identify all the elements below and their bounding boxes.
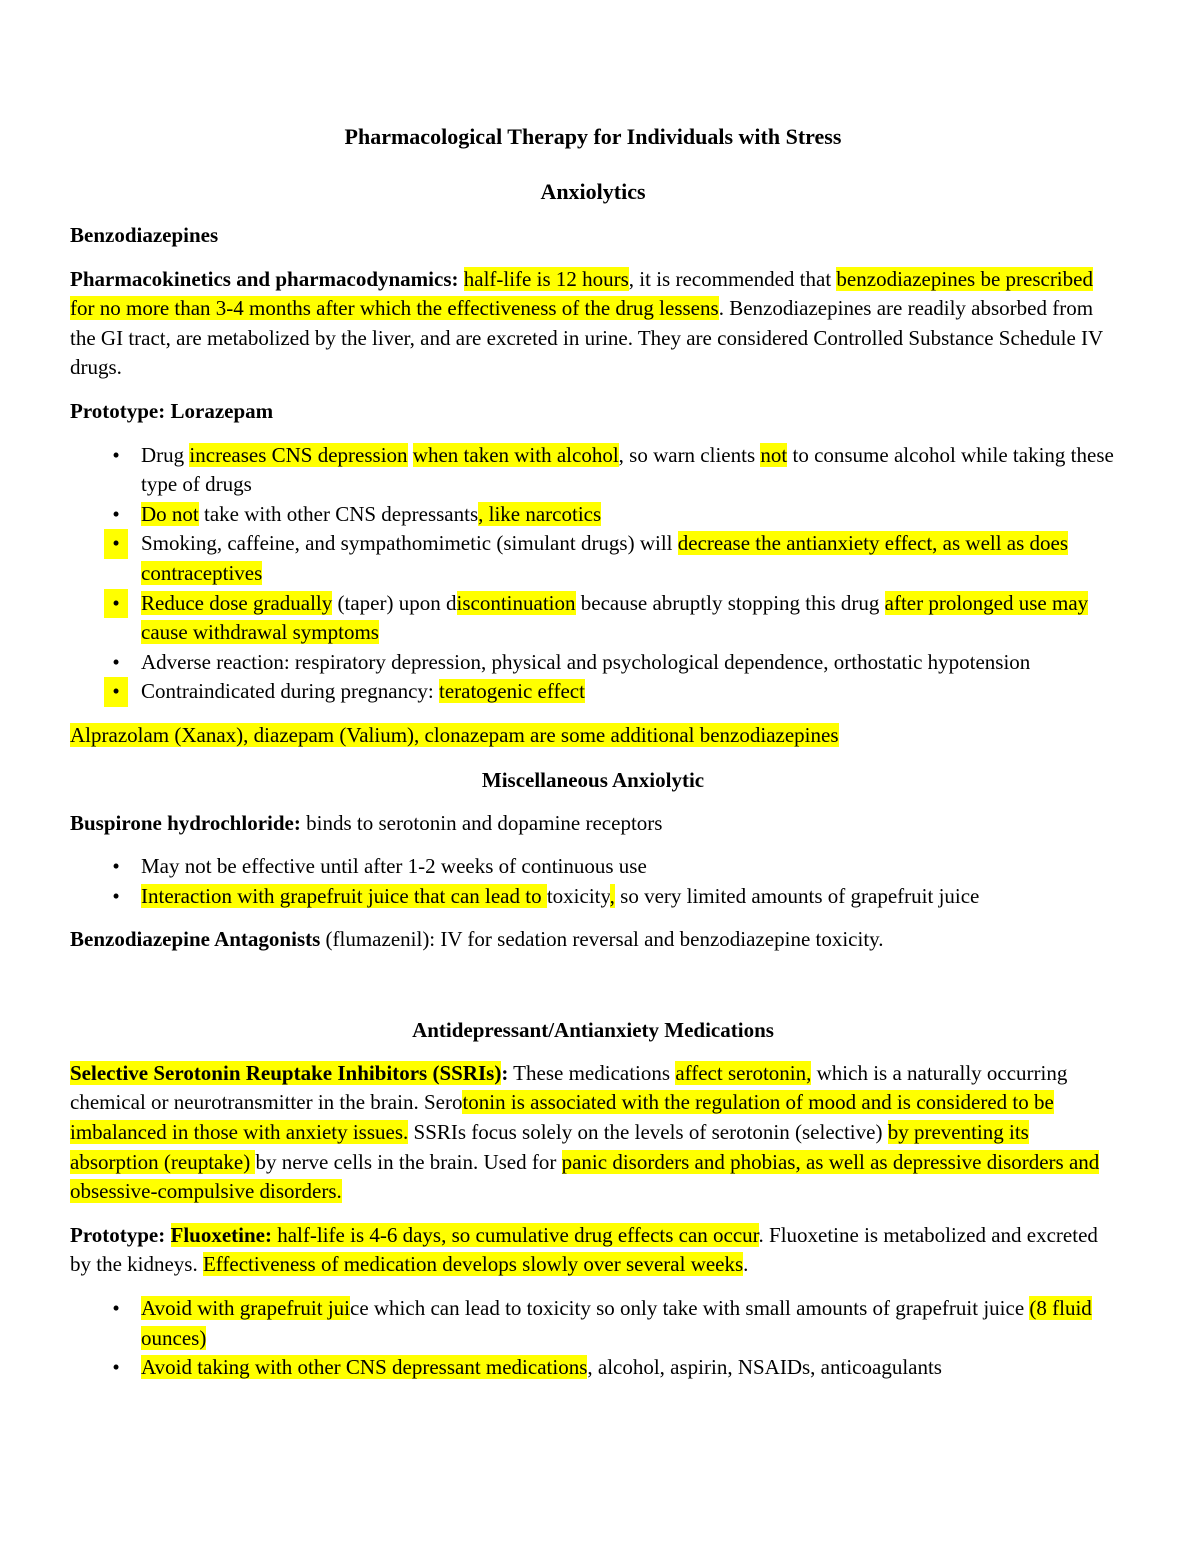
list-item-text: Smoking, caffeine, and sympathomimetic (simulant drugs) will: [141, 531, 678, 556]
buspirone-label: Buspirone hydrochloride:: [70, 810, 301, 835]
ssri-paragraph: [70, 1059, 1116, 1207]
list-item: [70, 500, 1116, 530]
list-item: [70, 677, 1116, 707]
prototype-lorazepam: Prototype: Lorazepam: [70, 398, 274, 423]
list-item: [70, 882, 1116, 912]
list-item-highlight: Avoid taking with other CNS depressant medications: [141, 1355, 588, 1380]
list-item-highlight: Do not: [141, 501, 199, 526]
pk-text-rest: . Benzodiazepines are readily absorbed from the GI tract, are metabolized by the liver, and are excreted in urine. They are considered Controlled Substance Schedule IV drugs.: [70, 296, 1103, 380]
bullet-icon: •: [112, 442, 120, 467]
ssri-text: by nerve cells in the brain. Used for: [255, 1149, 562, 1174]
fluoxetine-text: . Fluoxetine is metabolized and excreted by the kidneys.: [70, 1222, 1098, 1277]
list-item-highlight: decrease the antianxiety effect, as well as does contraceptives: [141, 531, 1069, 585]
ssri-label: Selective Serotonin Reuptake Inhibitors (SSRIs): [70, 1060, 502, 1085]
buspirone-bullet-list: [70, 852, 1116, 911]
bullet-icon: •: [104, 529, 128, 559]
bullet-icon: •: [112, 854, 120, 879]
pk-text: , it is recommended that: [628, 266, 837, 291]
list-item: [70, 1294, 1116, 1353]
lorazepam-bullet-list: [70, 441, 1116, 707]
fluoxetine-highlight: half-life is 4-6 days, so cumulative drug effects can occur: [271, 1222, 759, 1247]
ssri-text: which is a naturally occurring chemical or neurotransmitter in the brain. Sero: [70, 1060, 1068, 1115]
list-item-highlight: iscontinuation: [456, 590, 576, 615]
additional-benzodiazepines: [70, 721, 1116, 751]
document-title: Pharmacological Therapy for Individuals with Stress: [344, 124, 842, 149]
antagonists-paragraph: [70, 925, 1116, 955]
ssri-highlight: panic disorders and phobias, as well as depressive disorders and obsessive-compulsive disorders.: [70, 1149, 1100, 1204]
section-title-anxiolytics: Anxiolytics: [540, 179, 646, 204]
section-title-antidepressant: Antidepressant/Antianxiety Medications: [412, 1017, 774, 1042]
list-item: [70, 529, 1116, 588]
antagonists-text: (flumazenil): IV for sedation reversal and benzodiazepine toxicity.: [320, 927, 884, 952]
fluoxetine-bullet-list: [70, 1294, 1116, 1383]
bullet-icon: •: [112, 501, 120, 526]
list-item-text: to consume alcohol while taking these type of drugs: [141, 442, 1114, 497]
pk-paragraph: [70, 265, 1116, 383]
list-item-text: , alcohol, aspirin, NSAIDs, anticoagulants: [587, 1355, 942, 1380]
list-item-highlight: (8 fluid ounces): [141, 1296, 1092, 1350]
list-item-text: because abruptly stopping this drug: [575, 590, 885, 615]
ssri-highlight: tonin is associated with the regulation of mood and is considered to be imbalanced in those with anxiety issues.: [70, 1090, 1054, 1145]
pk-text-duration: benzodiazepines be prescribed for no more than 3-4 months after which the effectiveness of the drug lessens: [70, 266, 1093, 321]
fluoxetine-highlight: Effectiveness of medication develops slowly over several weeks: [202, 1252, 744, 1277]
bullet-icon: •: [112, 1296, 120, 1321]
list-item-text: (taper) upon d: [332, 590, 457, 615]
bullet-icon: •: [104, 677, 128, 707]
fluoxetine-paragraph: [70, 1221, 1116, 1280]
list-item: [70, 852, 1116, 882]
bullet-icon: •: [104, 589, 128, 619]
ssri-text: SSRIs focus solely on the levels of serotonin (selective): [408, 1120, 888, 1145]
pk-text-half-life: half-life is 12 hours: [463, 266, 629, 291]
list-item-text: Drug: [141, 442, 190, 467]
list-item-highlight: when taken with alcohol: [412, 442, 619, 467]
list-item-text: Contraindicated during pregnancy:: [141, 679, 439, 704]
list-item-highlight: teratogenic effect: [439, 679, 585, 704]
list-item-text: so very limited amounts of grapefruit juice: [614, 883, 980, 908]
list-item: [70, 1353, 1116, 1383]
fluoxetine-text: .: [743, 1252, 749, 1277]
list-item-highlight: Avoid with grapefruit jui: [141, 1296, 350, 1321]
list-item-highlight: Reduce dose gradually: [141, 590, 333, 615]
ssri-highlight: affect serotonin,: [675, 1060, 812, 1085]
ssri-colon: :: [501, 1060, 509, 1085]
list-item-text: [408, 443, 413, 467]
list-item-text: Adverse reaction: respiratory depression, physical and psychological dependence, orthostatic hypotension: [141, 649, 1031, 674]
buspirone-paragraph: [70, 809, 1116, 839]
list-item-highlight: ,: [609, 883, 615, 908]
list-item-highlight: Interaction with grapefruit juice that can lead to: [141, 883, 547, 908]
list-item-highlight: , like narcotics: [478, 501, 602, 526]
prototype-fluoxetine-label: Prototype:: [70, 1222, 171, 1247]
pk-label: Pharmacokinetics and pharmacodynamics:: [70, 266, 459, 291]
section-title-misc-anxiolytic: Miscellaneous Anxiolytic: [481, 767, 705, 792]
list-item-text: May not be effective until after 1-2 weeks of continuous use: [141, 854, 647, 879]
list-item-text: ce which can lead to toxicity so only take with small amounts of grapefruit juice: [350, 1296, 1030, 1321]
ssri-highlight: by preventing its absorption (reuptake): [70, 1120, 1029, 1174]
fluoxetine-name: Fluoxetine:: [170, 1222, 272, 1247]
subsection-benzodiazepines: Benzodiazepines: [70, 223, 219, 247]
list-item-text: toxicity: [546, 883, 610, 908]
list-item: [70, 589, 1116, 648]
list-item-text: , so warn clients: [618, 442, 761, 467]
additional-benzodiazepines-text: Alprazolam (Xanax), diazepam (Valium), clonazepam are some additional benzodiazepines: [70, 722, 839, 747]
list-item-highlight: not: [760, 442, 788, 467]
list-item: [70, 441, 1116, 500]
antagonists-label: Benzodiazepine Antagonists: [70, 927, 321, 952]
bullet-icon: •: [112, 883, 120, 908]
list-item: [70, 648, 1116, 678]
list-item-text: take with other CNS depressants: [198, 501, 479, 526]
bullet-icon: •: [112, 649, 120, 674]
list-item-highlight: increases CNS depression: [189, 442, 408, 467]
ssri-text: These medications: [508, 1060, 676, 1085]
spacer: [70, 969, 1116, 1015]
buspirone-text: binds to serotonin and dopamine receptors: [300, 810, 663, 835]
list-item-highlight: after prolonged use may cause withdrawal symptoms: [141, 590, 1089, 645]
bullet-icon: •: [112, 1355, 120, 1380]
